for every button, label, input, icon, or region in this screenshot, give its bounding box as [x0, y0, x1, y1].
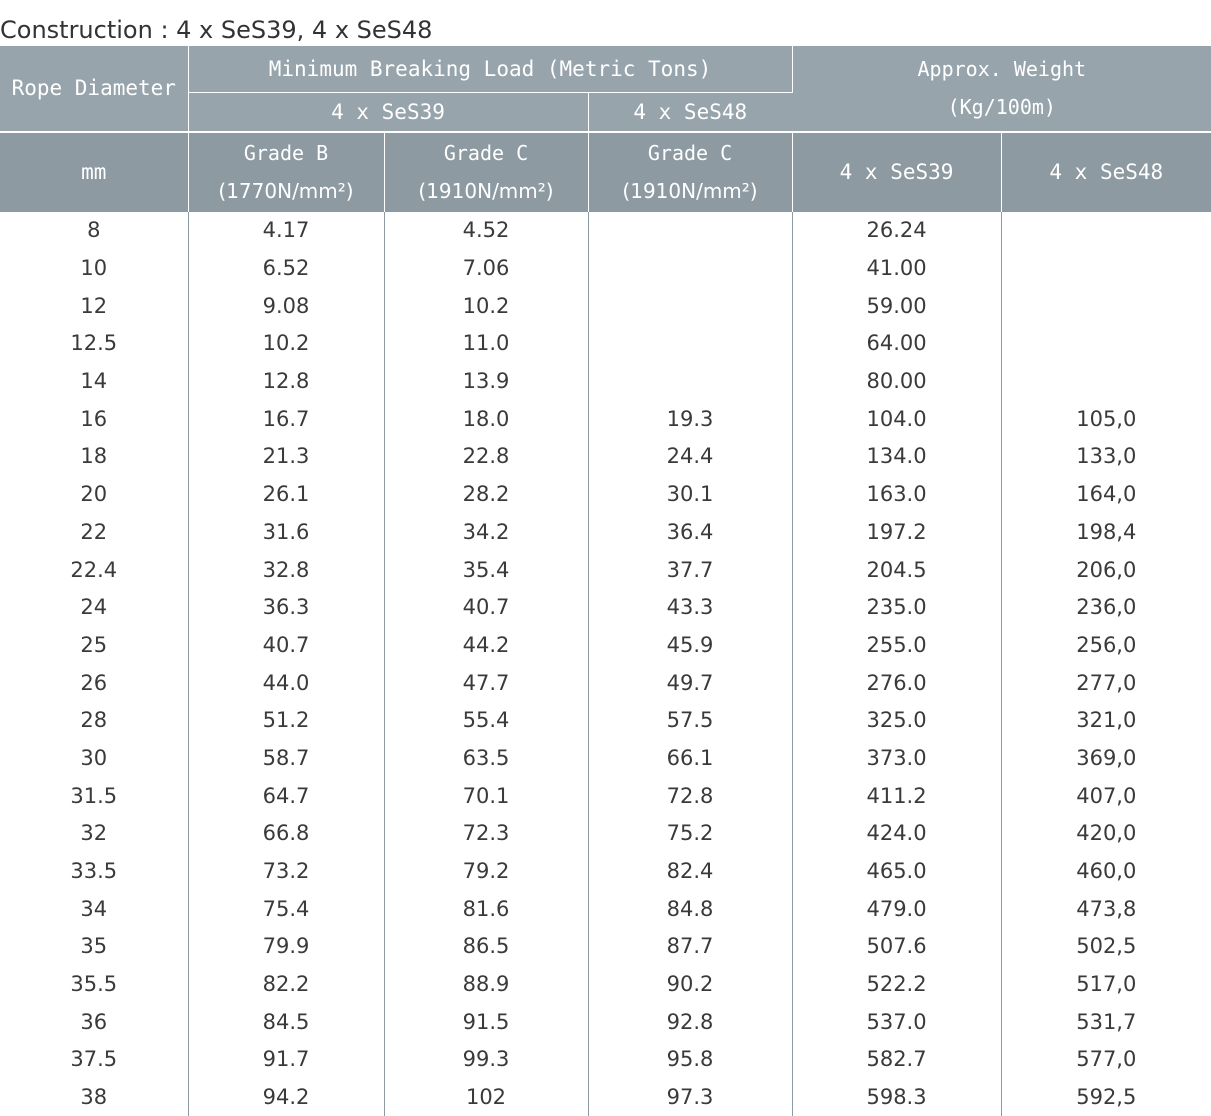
grade-c-mbl-cell: 81.6: [384, 890, 588, 928]
rope-diameter-cell: 30: [0, 739, 188, 777]
header-rope-diameter: Rope Diameter: [0, 46, 188, 132]
rope-diameter-cell: 18: [0, 438, 188, 476]
ses48-grade-c-mbl-cell: 57.5: [588, 701, 792, 739]
ses48-weight-cell: 460,0: [1001, 852, 1211, 890]
rope-diameter-cell: 22: [0, 513, 188, 551]
table-row: [0, 1078, 1211, 1116]
ses48-grade-c-mbl-cell: 19.3: [588, 400, 792, 438]
rope-diameter-cell: 31.5: [0, 777, 188, 815]
ses39-weight-cell: 64.00: [792, 325, 1001, 363]
table-row: [0, 1041, 1211, 1079]
rope-diameter-cell: 12.5: [0, 325, 188, 363]
table-row: [0, 739, 1211, 777]
table-row: [0, 212, 1211, 250]
grade-c-mbl-cell: 63.5: [384, 739, 588, 777]
grade-c-mbl-cell: 22.8: [384, 438, 588, 476]
ses39-weight-cell: 104.0: [792, 400, 1001, 438]
table-row: [0, 475, 1211, 513]
grade-b-mbl-cell: 9.08: [188, 287, 384, 325]
ses48-weight-cell: [1001, 362, 1211, 400]
grade-b-mbl-cell: 84.5: [188, 1003, 384, 1041]
ses48-weight-cell: [1001, 287, 1211, 325]
ses48-weight-cell: 517,0: [1001, 965, 1211, 1003]
table-row: [0, 551, 1211, 589]
ses48-weight-cell: [1001, 212, 1211, 250]
grade-b-mbl-cell: 32.8: [188, 551, 384, 589]
header-min-breaking-load: Minimum Breaking Load (Metric Tons): [188, 46, 792, 92]
grade-b-mbl-cell: 4.17: [188, 212, 384, 250]
ses48-weight-cell: [1001, 249, 1211, 287]
grade-b-mbl-cell: 31.6: [188, 513, 384, 551]
grade-b-mbl-cell: 51.2: [188, 701, 384, 739]
table-row: [0, 325, 1211, 363]
ses48-weight-cell: 105,0: [1001, 400, 1211, 438]
grade-b-mbl-cell: 16.7: [188, 400, 384, 438]
ses48-weight-cell: 133,0: [1001, 438, 1211, 476]
table-row: [0, 513, 1211, 551]
grade-c-mbl-cell: 72.3: [384, 815, 588, 853]
table-row: [0, 777, 1211, 815]
grade-c-mbl-cell: 35.4: [384, 551, 588, 589]
header-grade-b-spec: (1770N/mm²): [189, 172, 384, 210]
ses48-weight-cell: 473,8: [1001, 890, 1211, 928]
ses39-weight-cell: 465.0: [792, 852, 1001, 890]
rope-diameter-cell: 20: [0, 475, 188, 513]
grade-c-mbl-cell: 86.5: [384, 928, 588, 966]
ses48-weight-cell: 236,0: [1001, 588, 1211, 626]
header-mbl-ses48: 4 x SeS48: [588, 92, 792, 132]
rope-diameter-cell: 35.5: [0, 965, 188, 1003]
table-row: [0, 287, 1211, 325]
rope-diameter-cell: 14: [0, 362, 188, 400]
grade-b-mbl-cell: 66.8: [188, 815, 384, 853]
table-body: [0, 212, 1211, 1116]
table-header: [0, 46, 1211, 212]
rope-diameter-cell: 32: [0, 815, 188, 853]
ses48-weight-cell: 369,0: [1001, 739, 1211, 777]
grade-c-mbl-cell: 4.52: [384, 212, 588, 250]
header-grade-c-ses48: [588, 132, 792, 212]
table-row: [0, 890, 1211, 928]
grade-b-mbl-cell: 58.7: [188, 739, 384, 777]
header-grade-c-label: Grade C: [385, 134, 588, 172]
ses39-weight-cell: 204.5: [792, 551, 1001, 589]
ses39-weight-cell: 479.0: [792, 890, 1001, 928]
ses48-weight-cell: 277,0: [1001, 664, 1211, 702]
header-approx-weight-line1: Approx. Weight: [793, 50, 1211, 88]
grade-b-mbl-cell: 73.2: [188, 852, 384, 890]
ses48-grade-c-mbl-cell: 43.3: [588, 588, 792, 626]
ses48-weight-cell: 420,0: [1001, 815, 1211, 853]
table-row: [0, 626, 1211, 664]
grade-c-mbl-cell: 10.2: [384, 287, 588, 325]
grade-b-mbl-cell: 94.2: [188, 1078, 384, 1116]
rope-diameter-cell: 36: [0, 1003, 188, 1041]
ses48-grade-c-mbl-cell: 37.7: [588, 551, 792, 589]
ses48-grade-c-mbl-cell: 36.4: [588, 513, 792, 551]
header-grade-b-label: Grade B: [189, 134, 384, 172]
ses39-weight-cell: 41.00: [792, 249, 1001, 287]
grade-b-mbl-cell: 40.7: [188, 626, 384, 664]
ses39-weight-cell: 163.0: [792, 475, 1001, 513]
ses48-grade-c-mbl-cell: [588, 325, 792, 363]
ses39-weight-cell: 424.0: [792, 815, 1001, 853]
rope-diameter-cell: 25: [0, 626, 188, 664]
header-unit-mm: mm: [0, 132, 188, 212]
rope-diameter-cell: 10: [0, 249, 188, 287]
ses39-weight-cell: 411.2: [792, 777, 1001, 815]
rope-diameter-cell: 34: [0, 890, 188, 928]
ses39-weight-cell: 522.2: [792, 965, 1001, 1003]
ses48-grade-c-mbl-cell: 92.8: [588, 1003, 792, 1041]
rope-diameter-cell: 37.5: [0, 1041, 188, 1079]
ses48-weight-cell: 164,0: [1001, 475, 1211, 513]
table-row: [0, 1003, 1211, 1041]
ses48-grade-c-mbl-cell: 24.4: [588, 438, 792, 476]
grade-b-mbl-cell: 64.7: [188, 777, 384, 815]
rope-diameter-cell: 22.4: [0, 551, 188, 589]
rope-diameter-cell: 24: [0, 588, 188, 626]
ses39-weight-cell: 197.2: [792, 513, 1001, 551]
ses48-grade-c-mbl-cell: [588, 287, 792, 325]
grade-b-mbl-cell: 44.0: [188, 664, 384, 702]
ses48-grade-c-mbl-cell: 97.3: [588, 1078, 792, 1116]
grade-c-mbl-cell: 55.4: [384, 701, 588, 739]
ses48-weight-cell: 321,0: [1001, 701, 1211, 739]
grade-c-mbl-cell: 34.2: [384, 513, 588, 551]
rope-diameter-cell: 16: [0, 400, 188, 438]
grade-c-mbl-cell: 44.2: [384, 626, 588, 664]
rope-diameter-cell: 38: [0, 1078, 188, 1116]
header-grade-b: [188, 132, 384, 212]
rope-diameter-cell: 26: [0, 664, 188, 702]
table-row: [0, 400, 1211, 438]
grade-b-mbl-cell: 91.7: [188, 1041, 384, 1079]
table-row: [0, 249, 1211, 287]
grade-b-mbl-cell: 36.3: [188, 588, 384, 626]
ses48-grade-c-mbl-cell: 82.4: [588, 852, 792, 890]
grade-c-mbl-cell: 102: [384, 1078, 588, 1116]
header-weight-ses39: 4 x SeS39: [792, 132, 1001, 212]
ses48-weight-cell: 256,0: [1001, 626, 1211, 664]
grade-b-mbl-cell: 79.9: [188, 928, 384, 966]
ses48-weight-cell: 502,5: [1001, 928, 1211, 966]
grade-c-mbl-cell: 40.7: [384, 588, 588, 626]
grade-b-mbl-cell: 10.2: [188, 325, 384, 363]
ses48-grade-c-mbl-cell: 72.8: [588, 777, 792, 815]
grade-b-mbl-cell: 6.52: [188, 249, 384, 287]
ses48-weight-cell: 531,7: [1001, 1003, 1211, 1041]
header-approx-weight: [792, 46, 1211, 132]
header-grade-c-ses48-spec: (1910N/mm²): [589, 172, 792, 210]
rope-diameter-cell: 28: [0, 701, 188, 739]
header-weight-ses48: 4 x SeS48: [1001, 132, 1211, 212]
grade-c-mbl-cell: 70.1: [384, 777, 588, 815]
grade-c-mbl-cell: 13.9: [384, 362, 588, 400]
table-row: [0, 438, 1211, 476]
ses39-weight-cell: 235.0: [792, 588, 1001, 626]
table-row: [0, 965, 1211, 1003]
table-row: [0, 852, 1211, 890]
ses48-weight-cell: [1001, 325, 1211, 363]
ses39-weight-cell: 255.0: [792, 626, 1001, 664]
ses39-weight-cell: 276.0: [792, 664, 1001, 702]
ses48-grade-c-mbl-cell: 75.2: [588, 815, 792, 853]
grade-c-mbl-cell: 28.2: [384, 475, 588, 513]
grade-c-mbl-cell: 99.3: [384, 1041, 588, 1079]
ses48-grade-c-mbl-cell: 95.8: [588, 1041, 792, 1079]
ses39-weight-cell: 507.6: [792, 928, 1001, 966]
header-grade-c: [384, 132, 588, 212]
ses39-weight-cell: 598.3: [792, 1078, 1001, 1116]
header-grade-c-ses48-label: Grade C: [589, 134, 792, 172]
construction-caption: Construction : 4 x SeS39, 4 x SeS48: [0, 14, 432, 46]
ses48-weight-cell: 206,0: [1001, 551, 1211, 589]
table-row: [0, 928, 1211, 966]
rope-diameter-cell: 33.5: [0, 852, 188, 890]
ses39-weight-cell: 325.0: [792, 701, 1001, 739]
ses39-weight-cell: 537.0: [792, 1003, 1001, 1041]
grade-b-mbl-cell: 75.4: [188, 890, 384, 928]
grade-c-mbl-cell: 11.0: [384, 325, 588, 363]
grade-c-mbl-cell: 79.2: [384, 852, 588, 890]
ses48-grade-c-mbl-cell: 66.1: [588, 739, 792, 777]
ses39-weight-cell: 134.0: [792, 438, 1001, 476]
grade-c-mbl-cell: 47.7: [384, 664, 588, 702]
ses48-weight-cell: 592,5: [1001, 1078, 1211, 1116]
grade-b-mbl-cell: 21.3: [188, 438, 384, 476]
header-approx-weight-line2: (Kg/100m): [793, 88, 1211, 126]
ses48-weight-cell: 407,0: [1001, 777, 1211, 815]
header-grade-c-spec: (1910N/mm²): [385, 172, 588, 210]
grade-c-mbl-cell: 18.0: [384, 400, 588, 438]
ses39-weight-cell: 373.0: [792, 739, 1001, 777]
ses48-grade-c-mbl-cell: [588, 212, 792, 250]
grade-c-mbl-cell: 88.9: [384, 965, 588, 1003]
ses48-weight-cell: 577,0: [1001, 1041, 1211, 1079]
ses48-grade-c-mbl-cell: 49.7: [588, 664, 792, 702]
ses48-grade-c-mbl-cell: 30.1: [588, 475, 792, 513]
rope-diameter-cell: 35: [0, 928, 188, 966]
table-row: [0, 701, 1211, 739]
table-row: [0, 588, 1211, 626]
table-row: [0, 815, 1211, 853]
ses39-weight-cell: 80.00: [792, 362, 1001, 400]
wire-rope-spec-table: [0, 46, 1211, 1116]
header-mbl-ses39: 4 x SeS39: [188, 92, 588, 132]
ses48-grade-c-mbl-cell: 90.2: [588, 965, 792, 1003]
ses39-weight-cell: 26.24: [792, 212, 1001, 250]
grade-b-mbl-cell: 82.2: [188, 965, 384, 1003]
grade-b-mbl-cell: 26.1: [188, 475, 384, 513]
ses48-grade-c-mbl-cell: 45.9: [588, 626, 792, 664]
rope-diameter-cell: 12: [0, 287, 188, 325]
rope-diameter-cell: 8: [0, 212, 188, 250]
table-row: [0, 664, 1211, 702]
ses48-grade-c-mbl-cell: 84.8: [588, 890, 792, 928]
ses48-grade-c-mbl-cell: [588, 249, 792, 287]
ses48-grade-c-mbl-cell: [588, 362, 792, 400]
grade-b-mbl-cell: 12.8: [188, 362, 384, 400]
grade-c-mbl-cell: 7.06: [384, 249, 588, 287]
ses39-weight-cell: 59.00: [792, 287, 1001, 325]
ses48-weight-cell: 198,4: [1001, 513, 1211, 551]
table-row: [0, 362, 1211, 400]
ses39-weight-cell: 582.7: [792, 1041, 1001, 1079]
ses48-grade-c-mbl-cell: 87.7: [588, 928, 792, 966]
grade-c-mbl-cell: 91.5: [384, 1003, 588, 1041]
